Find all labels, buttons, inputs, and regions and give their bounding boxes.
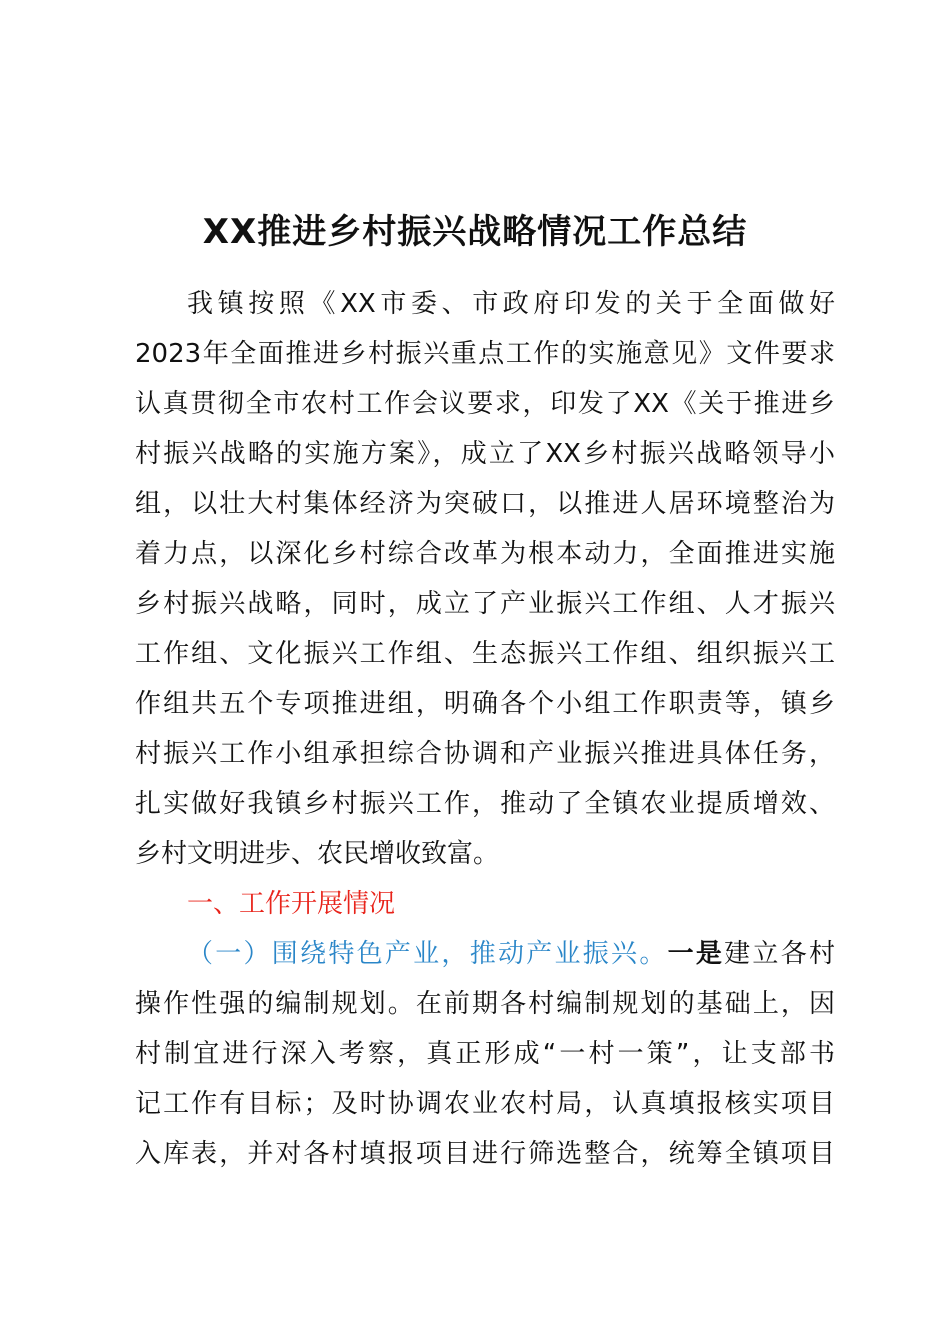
paragraph-line: 我镇按照《XX市委、市政府印发的关于全面做好 xyxy=(187,289,835,319)
section-heading: 一、工作开展情况 xyxy=(187,889,396,919)
paragraph-line: 乡村文明进步、农民增收致富。 xyxy=(135,839,500,869)
paragraph-line: 认真贯彻全市农村工作会议要求，印发了XX《关于推进乡 xyxy=(135,389,835,419)
paragraph-line: 着力点，以深化乡村综合改革为根本动力，全面推进实施 xyxy=(135,539,835,569)
paragraph-line: 操作性强的编制规划。在前期各村编制规划的基础上，因 xyxy=(135,989,835,1019)
paragraph-line: 村振兴工作小组承担综合协调和产业振兴推进具体任务， xyxy=(135,739,835,769)
document-title: XX推进乡村振兴战略情况工作总结 xyxy=(202,212,748,252)
subsection-text: 建立各村 xyxy=(724,939,835,969)
paragraph-line: 组，以壮大村集体经济为突破口，以推进人居环境整治为 xyxy=(135,489,835,519)
subsection-heading: （一）围绕特色产业，推动产业振兴。 xyxy=(187,939,668,969)
paragraph-line: 扎实做好我镇乡村振兴工作，推动了全镇农业提质增效、 xyxy=(135,789,835,819)
paragraph-line: 记工作有目标；及时协调农业农村局，认真填报核实项目 xyxy=(135,1089,835,1119)
paragraph-line: 乡村振兴战略，同时，成立了产业振兴工作组、人才振兴 xyxy=(135,589,835,619)
paragraph-line: 作组共五个专项推进组，明确各个小组工作职责等，镇乡 xyxy=(135,689,835,719)
paragraph-line: 入库表，并对各村填报项目进行筛选整合，统筹全镇项目 xyxy=(135,1139,835,1169)
subsection-first-line xyxy=(187,937,835,971)
paragraph-line: 村振兴战略的实施方案》，成立了XX乡村振兴战略领导小 xyxy=(135,439,835,469)
paragraph-line: 2023年全面推进乡村振兴重点工作的实施意见》文件要求 xyxy=(135,339,835,369)
paragraph-line: 工作组、文化振兴工作组、生态振兴工作组、组织振兴工 xyxy=(135,639,835,669)
paragraph-line: 村制宜进行深入考察，真正形成“一村一策”，让支部书 xyxy=(135,1039,835,1069)
lead-bold-text: 一是 xyxy=(667,939,725,969)
